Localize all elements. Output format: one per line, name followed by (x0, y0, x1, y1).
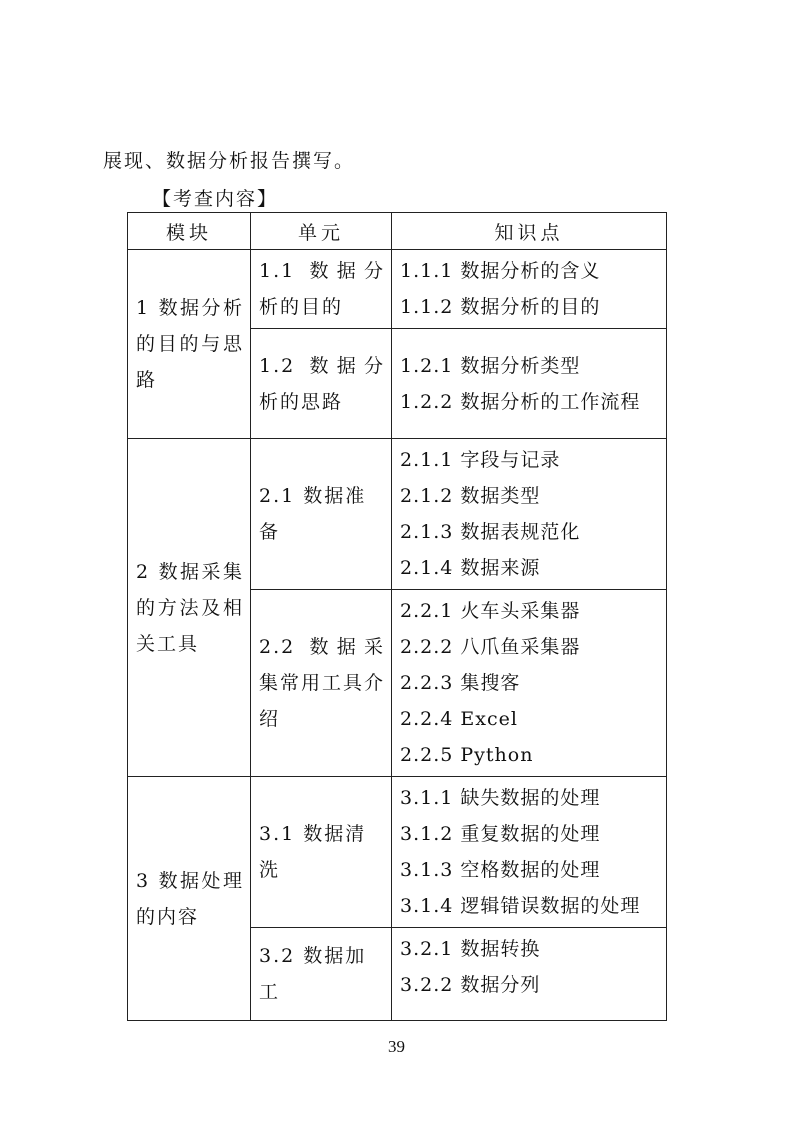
knowledge-point: 3.2.2 数据分列 (400, 974, 541, 996)
unit-cell: 1.2 数据分析的思路 (251, 329, 392, 439)
points-cell (392, 250, 667, 329)
table-row (128, 439, 667, 590)
unit-cell: 1.1 数据分析的目的 (251, 250, 392, 329)
unit-cell: 3.1 数据清洗 (251, 777, 392, 928)
points-cell (392, 329, 667, 439)
knowledge-point: 3.2.1 数据转换 (400, 938, 541, 960)
table-row (128, 777, 667, 928)
points-cell (392, 928, 667, 1021)
knowledge-point: 1.2.2 数据分析的工作流程 (400, 390, 641, 413)
knowledge-point: 3.1.3 空格数据的处理 (400, 859, 601, 881)
knowledge-point: 2.2.5 Python (400, 744, 534, 766)
intro-text: 展现、数据分析报告撰写。 (103, 150, 356, 172)
knowledge-point: 3.1.2 重复数据的处理 (400, 823, 601, 845)
table-row (128, 250, 667, 329)
unit-cell: 2.1 数据准备 (251, 439, 392, 590)
module-cell: 2 数据采集的方法及相关工具 (128, 439, 251, 777)
knowledge-point: 2.2.1 火车头采集器 (400, 600, 581, 622)
header-knowledge-points: 知识点 (392, 213, 667, 250)
header-unit: 单元 (251, 213, 392, 250)
table-header-row (128, 213, 667, 250)
knowledge-point: 2.2.3 集搜客 (400, 672, 521, 694)
knowledge-point: 1.1.1 数据分析的含义 (400, 260, 601, 282)
unit-cell: 2.2 数据采集常用工具介绍 (251, 590, 392, 777)
points-cell (392, 590, 667, 777)
knowledge-point: 1.1.2 数据分析的目的 (400, 296, 601, 318)
module-cell: 3 数据处理的内容 (128, 777, 251, 1021)
points-cell (392, 777, 667, 928)
content-table (127, 212, 667, 1021)
knowledge-point: 2.2.2 八爪鱼采集器 (400, 636, 581, 658)
knowledge-point: 3.1.4 逻辑错误数据的处理 (400, 895, 641, 917)
knowledge-point: 2.2.4 Excel (400, 708, 518, 730)
knowledge-point: 2.1.4 数据来源 (400, 557, 541, 579)
knowledge-point: 2.1.3 数据表规范化 (400, 521, 581, 543)
header-module: 模块 (128, 213, 251, 250)
points-cell (392, 439, 667, 590)
section-heading: 【考查内容】 (152, 188, 279, 210)
unit-cell: 3.2 数据加工 (251, 928, 392, 1021)
knowledge-point: 2.1.2 数据类型 (400, 485, 541, 507)
knowledge-point: 2.1.1 字段与记录 (400, 449, 561, 471)
module-cell: 1 数据分析的目的与思路 (128, 250, 251, 439)
page-number: 39 (388, 1037, 405, 1056)
knowledge-point: 3.1.1 缺失数据的处理 (400, 787, 601, 809)
knowledge-point: 1.2.1 数据分析类型 (400, 354, 581, 377)
